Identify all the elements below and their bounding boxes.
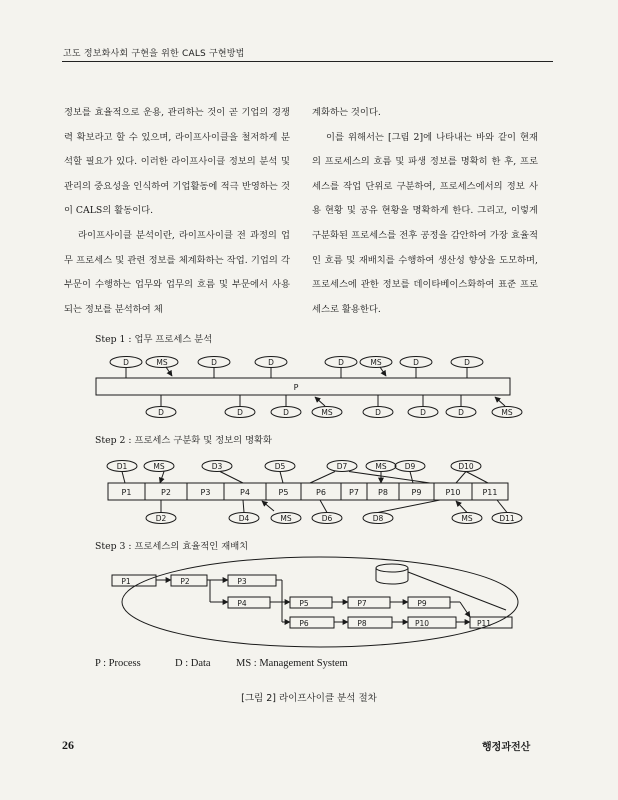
step2-bottom-4-label: D8 (372, 514, 384, 523)
step2-top-5-label: MS (375, 462, 387, 471)
step2-top-2-label: D3 (211, 462, 223, 471)
step2-bottom-5-label: MS (461, 514, 473, 523)
step1-process-bar (96, 378, 510, 395)
step1-bottom-2-label: D (283, 408, 289, 417)
step2-top-6-label: D9 (404, 462, 416, 471)
left-paragraph-2: 라이프사이클 분석이란, 라이프사이클 전 과정의 업무 프로세스 및 관련 정보를 체계화하는 작업. 기업의 각 부문이 수행하는 업무와 업무의 흐름 및 부문에서 사용되는 정보를 분석하여 체 (64, 229, 290, 315)
step2-bottom-2-label: MS (280, 514, 292, 523)
step2-top-1-label: MS (153, 462, 165, 471)
step2-link-d4 (243, 500, 244, 513)
journal-name: 행정과전산 (482, 742, 531, 753)
step1-top-data-3-label: D (268, 358, 274, 367)
step2-link-d7a (310, 472, 335, 484)
step3-process-box-P1 (112, 575, 156, 586)
legend-process: P : Process (95, 658, 141, 669)
step3-database-top (376, 564, 408, 572)
step2-link-d5 (280, 472, 283, 484)
legend-data: D : Data (175, 658, 211, 669)
step2-link-d11 (497, 500, 507, 513)
step2-link-ms3 (262, 501, 274, 511)
figure-caption: [그림 2] 라이프사이클 분석 절차 (241, 693, 377, 704)
right-paragraph-2: 이를 위해서는 [그림 2]에 나타내는 바와 같이 현재의 프로세스의 흐름 및 파생 정보를 명확히 한 후, 프로세스를 작업 단위로 구분하여, 프로세스에서의 정보 사용 현황 및 공유 현황을 명확하게 한다. 그리고, 이렇게 구분화된 프로세스를 전후 공정을 감안하여 가장 효율적인 흐름 및 재배치를 수행하여 생산성 향상을 도모하며, 프로세스에 관한 정보를 데이타베이스화하여 표준 프로세스로 활용한다. (312, 131, 538, 315)
step1-title: Step 1 : 업무 프로세스 분석 (95, 334, 213, 345)
step2-link-ms4 (456, 501, 467, 513)
running-header: 고도 정보화사회 구현을 위한 CALS 구현방법 (63, 49, 245, 59)
step1-top-data-7-label: D (464, 358, 470, 367)
step2-link-d1 (122, 472, 125, 484)
step2-link-d8 (378, 500, 440, 513)
step2-process-P1: P1 (121, 488, 132, 497)
step3-process-P5: P5 (299, 599, 309, 608)
step1-top-data-0-label: D (123, 358, 129, 367)
step3-process-P10: P10 (414, 619, 430, 628)
step1-top-data-4-label: D (338, 358, 344, 367)
page-number: 26 (62, 738, 74, 752)
step1-top-arrow-5 (380, 367, 386, 376)
step2-link-d10a (456, 472, 466, 484)
step2-top-4-label: D7 (336, 462, 348, 471)
step2-bottom-1-label: D4 (238, 514, 250, 523)
step2-process-P7: P7 (349, 488, 359, 497)
step2-process-P11: P11 (482, 488, 498, 497)
step1-bottom-5-label: D (420, 408, 426, 417)
legend-ms: MS : Management System (236, 658, 348, 669)
left-paragraph-1: 정보를 효율적으로 운용, 관리하는 것이 곧 기업의 경쟁력 확보라고 할 수 있으며, 라이프사이클을 철저하게 분석할 필요가 있다. 이러한 라이프사이클 정보의 분석 및 관리의 중요성을 인식하여 기업활동에 적극 반영하는 것이 CALS의 활동이다. (64, 107, 290, 217)
step1-top-ms-1-label: MS (156, 358, 168, 367)
step2-process-P10: P10 (445, 488, 461, 497)
step3-process-box-P8 (348, 617, 392, 628)
step3-process-P3: P3 (237, 577, 247, 586)
step3-process-P6: P6 (299, 619, 309, 628)
step1-bottom-arrow-3 (315, 397, 325, 406)
step3-process-P11: P11 (476, 619, 492, 628)
step2-top-0-label: D1 (116, 462, 128, 471)
step2-bottom-0-label: D2 (155, 514, 167, 523)
step1-top-data-2-label: D (211, 358, 217, 367)
step1-bottom-3-label: MS (321, 408, 333, 417)
step1-bottom-1-label: D (237, 408, 243, 417)
step3-title: Step 3 : 프로세스의 효율적인 재배치 (95, 541, 249, 552)
step2-top-3-label: D5 (274, 462, 286, 471)
step2-process-P2: P2 (161, 488, 171, 497)
step3-process-box-P6 (290, 617, 334, 628)
step2-process-P3: P3 (200, 488, 211, 497)
step3-process-box-P9 (408, 597, 450, 608)
step1-top-data-6-label: D (413, 358, 419, 367)
step3-process-box-P3 (228, 575, 276, 586)
step1-top-arrow-1 (166, 367, 172, 376)
step3-process-box-P7 (348, 597, 390, 608)
step3-process-P9: P9 (417, 599, 427, 608)
step3-process-P7: P7 (357, 599, 367, 608)
step1-process-label: P (293, 383, 299, 392)
step1-bottom-0-label: D (158, 408, 164, 417)
step2-link-d6 (320, 500, 327, 513)
step2-link-d10b (466, 472, 488, 484)
step2-link-d9 (410, 472, 413, 484)
step2-bottom-3-label: D6 (321, 514, 333, 523)
step3-arrow-p9-p11 (460, 602, 470, 617)
step1-bottom-arrow-7 (495, 397, 505, 406)
step2-process-P4: P4 (240, 488, 250, 497)
step2-process-P5: P5 (278, 488, 289, 497)
step3-process-P8: P8 (357, 619, 367, 628)
step3-process-P1: P1 (121, 577, 131, 586)
step3-process-box-P4 (228, 597, 270, 608)
step2-process-P8: P8 (378, 488, 388, 497)
step2-process-P6: P6 (316, 488, 326, 497)
step2-link-d7b (349, 472, 430, 484)
step2-process-P9: P9 (411, 488, 422, 497)
step1-bottom-4-label: D (375, 408, 381, 417)
step1-bottom-7-label: MS (501, 408, 513, 417)
step2-link-ms1 (160, 472, 164, 484)
step2-top-7-label: D10 (458, 462, 474, 471)
step2-link-d3 (220, 472, 243, 484)
step2-bottom-6-label: D11 (499, 514, 515, 523)
step3-process-P4: P4 (237, 599, 247, 608)
step1-bottom-6-label: D (458, 408, 464, 417)
step2-title: Step 2 : 프로세스 구분화 및 정보의 명확화 (95, 435, 273, 446)
step3-process-box-P5 (290, 597, 332, 608)
right-paragraph-1: 계화하는 것이다. (312, 107, 381, 118)
step3-process-P2: P2 (180, 577, 190, 586)
step1-top-ms-5-label: MS (370, 358, 382, 367)
